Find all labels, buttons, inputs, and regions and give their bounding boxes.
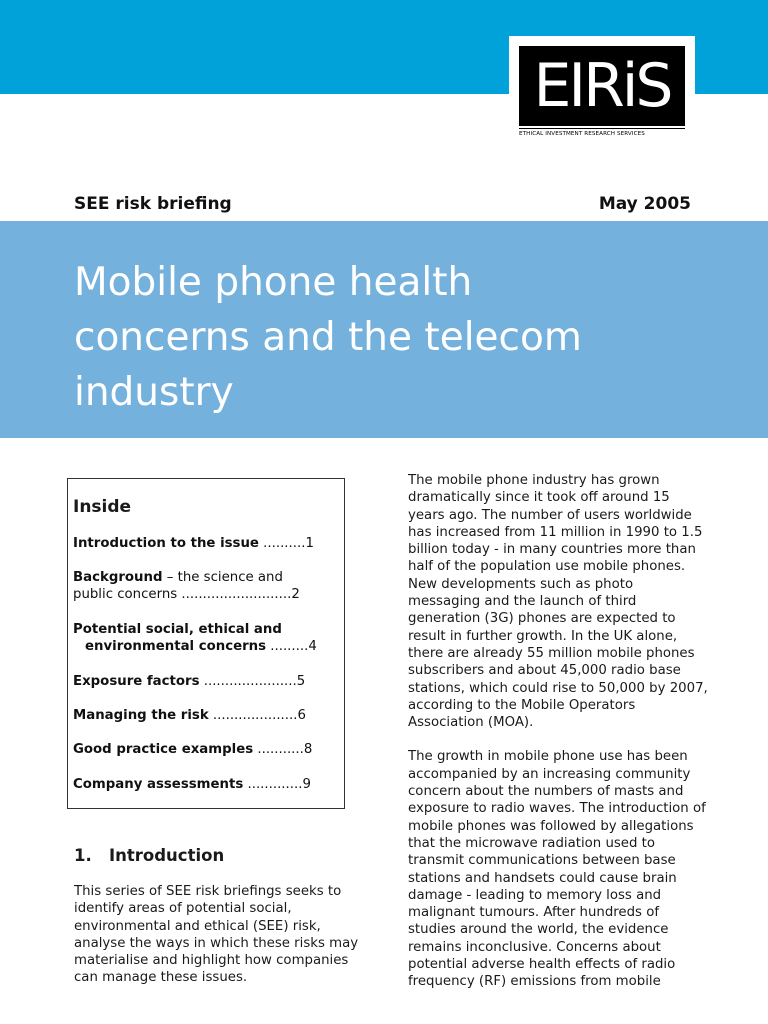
title-line: Mobile phone health <box>74 260 473 305</box>
toc-item[interactable] <box>73 673 337 690</box>
toc-item[interactable] <box>73 707 337 724</box>
toc-item-page: 1 <box>305 536 314 551</box>
toc-item-page: 4 <box>308 639 317 654</box>
toc-item-title: Background <box>73 570 163 585</box>
body-paragraph: The mobile phone industry has grown dramatically since it took off around 15 years ago. The number of users worldwide has increased from 11 million in 1990 to 1.5 billion today - in many countries more than half of the population use mobile phones. New developments such as photo messaging and the launch of third generation (3G) phones are expected to result in further growth. In the UK alone, there are already 55 million mobile phones subscribers and about 45,000 radio base stations, which could rise to 50,000 by 2007, according to the Mobile Operators Association (MOA). <box>408 473 708 731</box>
title-line: concerns and the telecom <box>74 315 582 360</box>
toc-item-dots: .......... <box>258 536 306 551</box>
toc-item-page: 8 <box>303 742 313 757</box>
toc-item-page: 9 <box>302 777 311 792</box>
toc-item-title: environmental concerns <box>85 639 267 654</box>
body-paragraph: The growth in mobile phone use has been accompanied by an increasing community concern about the numbers of masts and exposure to radio waves. The introduction of mobile phones was followed by allegations that the microwave radiation used to transmit communications between base stations and handsets could cause brain damage - leading to memory loss and malignant tumours. After hundreds of studies around the world, the evidence remains inconclusive. Concerns about potential adverse health effects of radio frequency (RF) emissions from mobile <box>408 749 706 990</box>
contents-box <box>67 478 345 809</box>
toc-item-dots: ........... <box>253 742 304 757</box>
toc-item-title: Company assessments <box>73 777 244 792</box>
toc-item[interactable] <box>73 741 337 758</box>
title-line: industry <box>74 370 234 415</box>
toc-item-page: 2 <box>291 587 300 602</box>
toc-item-dots: .......................... <box>177 587 292 602</box>
page-title <box>74 255 734 420</box>
toc-item-title: Exposure factors <box>73 674 200 689</box>
intro-paragraph: This series of SEE risk briefings seeks to identify areas of potential social, environmental and ethical (SEE) risk, analyse the ways in which these risks may materialise and highlight how companies can manage these issues. <box>74 884 359 986</box>
toc-item[interactable] <box>73 776 337 793</box>
section-heading: 1. Introduction <box>74 846 225 865</box>
body-column <box>408 472 708 1008</box>
briefing-date: May 2005 <box>598 194 691 214</box>
briefing-label: SEE risk briefing <box>74 194 232 214</box>
toc-item-dots: .................... <box>208 708 298 723</box>
toc-item[interactable] <box>73 535 337 552</box>
logo-wordmark: EIRiS <box>519 46 685 126</box>
toc-item-title: Managing the risk <box>73 708 209 723</box>
toc-item-subtitle: public concerns <box>73 587 178 602</box>
logo-subtitle: ETHICAL INVESTMENT RESEARCH SERVICES <box>519 128 685 137</box>
toc-item[interactable] <box>73 569 337 603</box>
toc-item-dots: ......... <box>266 639 309 654</box>
toc-item[interactable] <box>73 621 337 655</box>
toc-item-title: Introduction to the issue <box>73 536 259 551</box>
eiris-logo <box>509 36 695 156</box>
toc-item-dots: ............. <box>243 777 303 792</box>
toc-item-subtitle: – the science and <box>162 570 283 585</box>
toc-item-title: Good practice examples <box>73 742 254 757</box>
toc-item-page: 6 <box>297 708 306 723</box>
toc-item-dots: ...................... <box>199 674 297 689</box>
contents-heading: Inside <box>73 497 132 517</box>
toc-item-page: 5 <box>296 674 306 689</box>
toc-item-title: Potential social, ethical and <box>73 622 282 637</box>
